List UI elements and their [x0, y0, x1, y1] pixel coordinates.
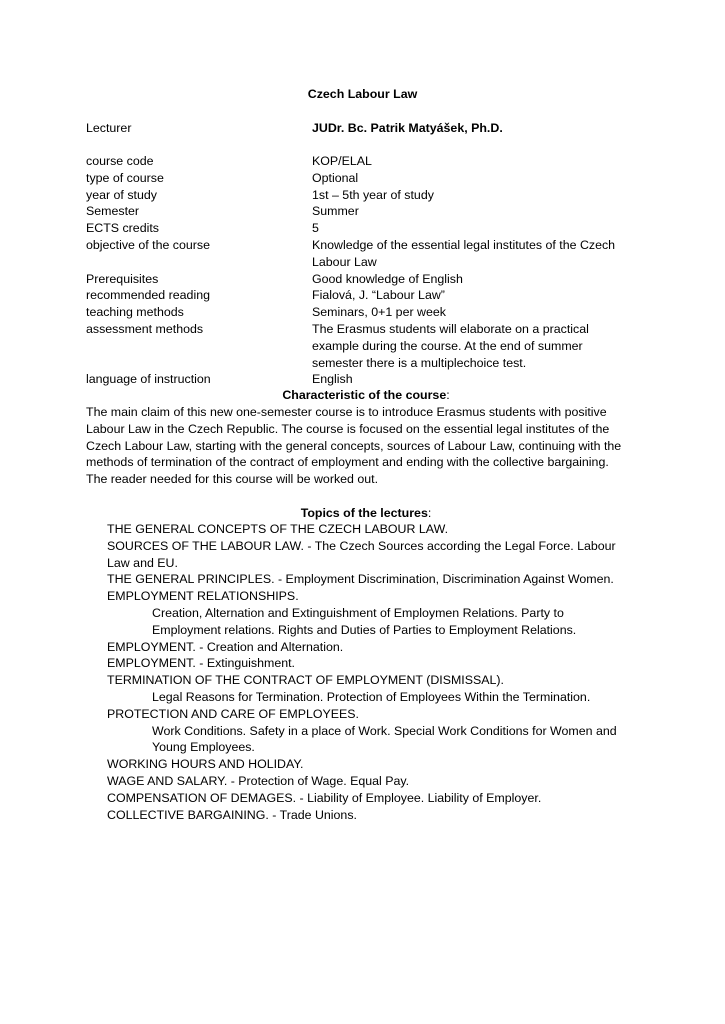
info-value: The Erasmus students will elaborate on a practical example during the course. At the end of summer semester there is a multiplechoice test.	[312, 321, 589, 370]
lecturer-name: JUDr. Bc. Patrik Matyášek, Ph.D.	[312, 121, 503, 135]
info-value: Optional	[312, 170, 359, 185]
info-row-teaching-methods	[86, 304, 646, 321]
info-value: Knowledge of the essential legal institutes of the Czech Labour Law	[312, 237, 616, 269]
document-title: Czech Labour Law	[307, 87, 418, 101]
info-value: Good knowledge of English	[312, 271, 463, 286]
info-value: KOP/ELAL	[312, 154, 372, 168]
characteristic-section	[86, 404, 646, 488]
info-key: teaching methods	[86, 305, 184, 320]
info-value: Summer	[312, 204, 359, 219]
topic-item: WORKING HOURS AND HOLIDAY.	[107, 757, 304, 772]
info-row-assessment-methods	[86, 321, 646, 371]
info-key: year of study	[86, 187, 157, 202]
topic-item: EMPLOYMENT. - Extinguishment.	[107, 656, 295, 671]
info-row-recommended-reading	[86, 287, 646, 304]
info-row-ects-credits	[86, 220, 646, 237]
topic-item: EMPLOYMENT RELATIONSHIPS.	[107, 589, 299, 604]
info-value: Seminars, 0+1 per week	[312, 305, 446, 320]
info-value: English	[312, 372, 353, 387]
topic-item: TERMINATION OF THE CONTRACT OF EMPLOYMENT (DISMISSAL).	[107, 673, 504, 688]
characteristic-note: The reader needed for this course will be worked out.	[86, 472, 379, 487]
info-key: Prerequisites	[86, 271, 159, 286]
info-row-prerequisites	[86, 271, 646, 288]
topic-item: PROTECTION AND CARE OF EMPLOYEES.	[107, 706, 359, 721]
info-row-type-of-course	[86, 170, 646, 187]
topic-item: SOURCES OF THE LABOUR LAW. - The Czech Sources according the Legal Force. Labour Law and EU.	[107, 538, 616, 570]
topics-list	[107, 521, 635, 823]
lecturer-label: Lecturer	[86, 121, 132, 135]
topics-heading	[86, 505, 646, 522]
info-key: course code	[86, 154, 154, 168]
topic-item: THE GENERAL PRINCIPLES. - Employment Discrimination, Discrimination Against Women.	[107, 572, 614, 587]
characteristic-heading-colon: :	[446, 388, 450, 402]
info-key: language of instruction	[86, 372, 211, 387]
topic-item: WAGE AND SALARY. - Protection of Wage. Equal Pay.	[107, 773, 410, 788]
topic-item: EMPLOYMENT. - Creation and Alternation.	[107, 639, 344, 654]
topics-heading-colon: :	[427, 506, 432, 520]
topic-subitem: Legal Reasons for Termination. Protection of Employees Within the Termination.	[152, 689, 591, 704]
info-key: type of course	[86, 170, 164, 185]
topic-item: COLLECTIVE BARGAINING. - Trade Unions.	[107, 807, 357, 822]
info-row-course-code	[86, 153, 646, 170]
characteristic-paragraph: The main claim of this new one-semester course is to introduce Erasmus students with positive Labour Law in the Czech Republic. The course is focused on the essential legal institutes of the Czech Labour Law, starting with the general concepts, sources of Labour Law, continuing with the methods of termination of the contract of employment and ending with the collective bargaining.	[86, 405, 622, 470]
topic-item: THE GENERAL CONCEPTS OF THE CZECH LABOUR LAW.	[107, 522, 449, 536]
info-key: recommended reading	[86, 288, 210, 303]
characteristic-heading-text: Characteristic of the course	[282, 388, 447, 402]
info-value: Fialová, J. “Labour Law”	[312, 288, 445, 303]
info-key: ECTS credits	[86, 221, 159, 236]
characteristic-heading	[86, 387, 646, 404]
course-info-table	[86, 153, 646, 388]
topics-heading-text: Topics of the lectures	[300, 506, 428, 520]
info-row-language	[86, 371, 646, 388]
info-row-year-of-study	[86, 187, 646, 204]
info-row-objective	[86, 237, 646, 271]
info-key: objective of the course	[86, 237, 210, 252]
info-key: Semester	[86, 204, 140, 219]
topic-subitem: Work Conditions. Safety in a place of Work. Special Work Conditions for Women and Young Employees.	[152, 723, 617, 755]
info-value: 5	[312, 221, 319, 236]
topic-item: COMPENSATION OF DEMAGES. - Liability of Employee. Liability of Employer.	[107, 790, 542, 805]
info-value: 1st – 5th year of study	[312, 187, 434, 202]
info-row-semester	[86, 203, 646, 220]
info-key: assessment methods	[86, 321, 204, 336]
topic-subitem: Creation, Alternation and Extinguishment of Employmen Relations. Party to Employment relations. Rights and Duties of Parties to Employment Relations.	[152, 605, 577, 637]
